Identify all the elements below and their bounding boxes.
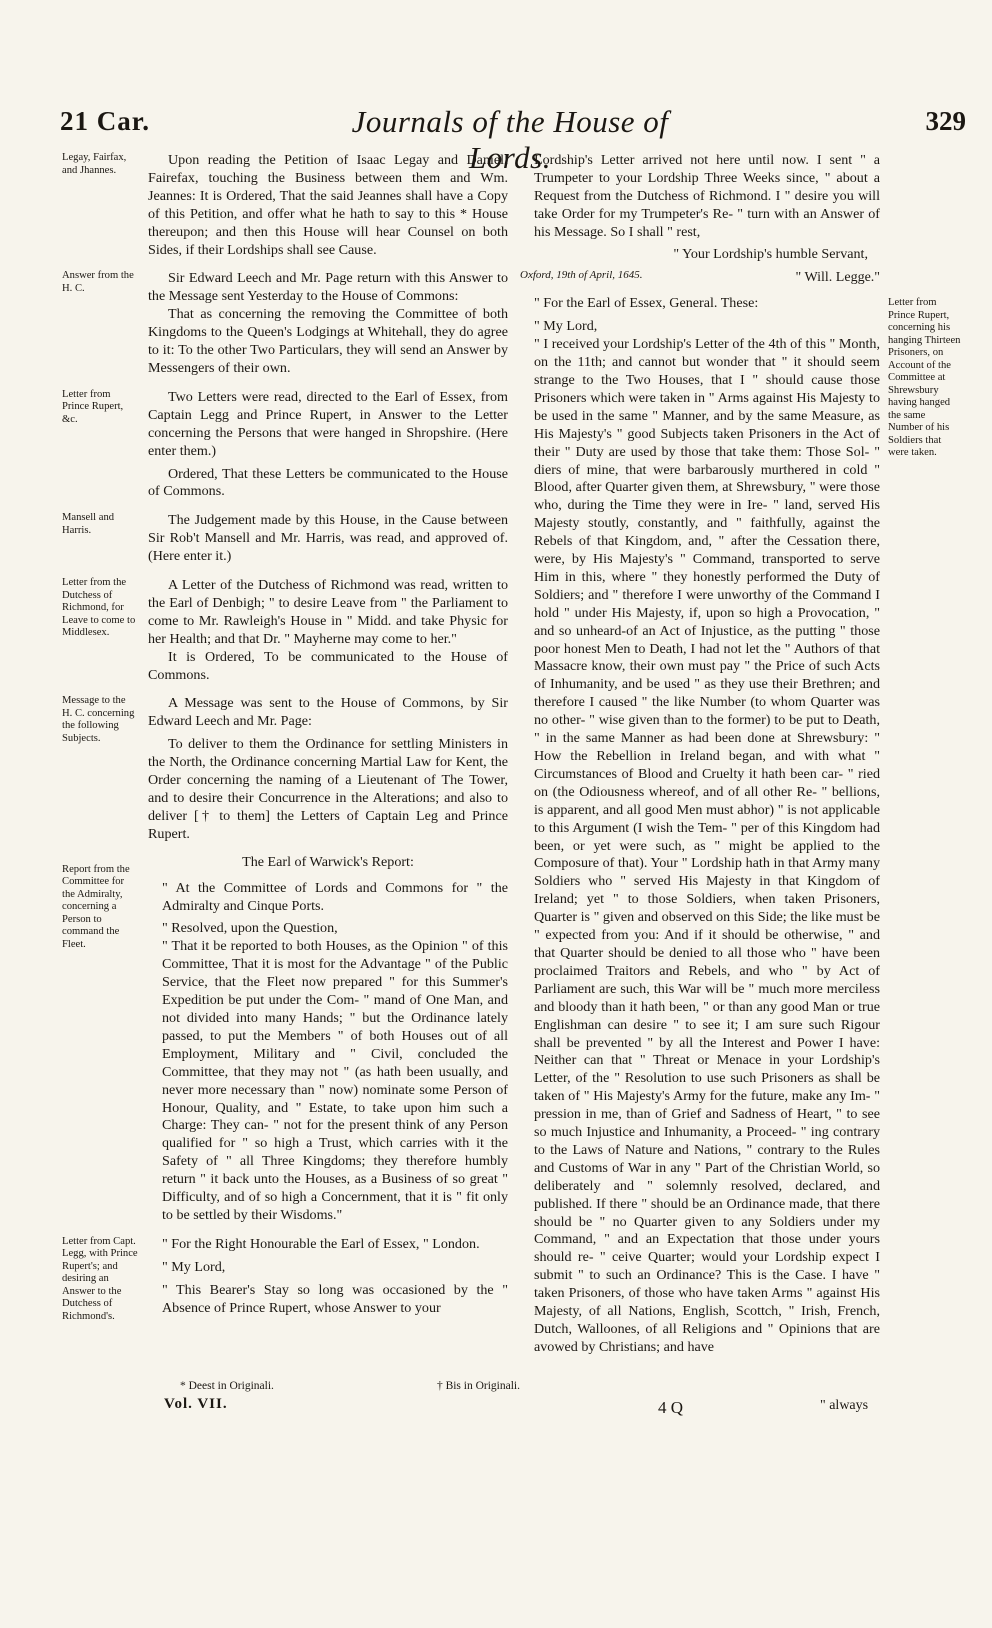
- entry-legay: [62, 152, 508, 259]
- letter-signature: " Will. Legge.": [795, 270, 880, 286]
- entry-answer-hc: [62, 270, 508, 377]
- entry-message-hc: [62, 695, 508, 843]
- page-number: 329: [925, 106, 966, 136]
- paragraph: A Message was sent to the House of Commons, by Sir Edward Leech and Mr. Page:: [148, 695, 508, 730]
- volume-mark: Vol. VII.: [164, 1396, 228, 1412]
- entry-dutchess-letter: [62, 577, 508, 684]
- letter-closing: " Your Lordship's humble Servant,: [673, 245, 868, 262]
- entry-legg-letter: [62, 1235, 508, 1322]
- paragraph: " At the Committee of Lords and Commons for " the Admiralty and Cinque Ports.: [162, 879, 508, 914]
- right-column: [520, 152, 961, 1357]
- letter-salutation: " My Lord,: [162, 1258, 226, 1275]
- paragraph: Two Letters were read, directed to the Earl of Essex, from Captain Legg and Prince Rupert, in Answer to the Letter concerning the Persons that were hanged in Shropshire. (Here enter them.): [148, 388, 508, 459]
- left-column: [62, 152, 508, 1322]
- entry-rupert-letter: [520, 295, 961, 1356]
- letter-date: Oxford, 19th of April, 1645.: [520, 269, 643, 282]
- margin-note: Letter from Prince Rupert, &c.: [62, 388, 124, 425]
- entry-letters-rupert: [62, 388, 508, 501]
- report-heading: The Earl of Warwick's Report:: [242, 853, 414, 870]
- margin-note: Letter from Prince Rupert, concerning his hanging Thirteen Prisoners, on Account of the Committee at Shrewsbury having hanged the same Number of his Soldiers that were taken.: [888, 297, 961, 459]
- margin-note: Legay, Fairfax, and Jhannes.: [62, 152, 127, 176]
- margin-note: Answer from the H. C.: [62, 270, 134, 294]
- paragraph: The Judgement made by this House, in the Cause between Sir Rob't Mansell and Mr. Harris, was read, and approved of. (Here enter it.): [148, 512, 508, 565]
- running-head-title: Journals of the House of Lords.: [351, 104, 669, 175]
- entry-mansell: [62, 512, 508, 566]
- paragraph: " That it be reported to both Houses, as the Opinion " of this Committee, That it is most for the Advantage " of the Public Service, that the Fleet now prepared " for this Summer's Expedition be put under the Com- " mand of One Man, and not divided into many Hands; " but the Ordinance lately passed, to put the Members " of both Houses out of all Employment, Military and " Civil, concluded the Committee, that they may not " (as hath been usually, and never more necessary than " now) nominate some Person of Honour, Quality, and " Estate, to take upon him such a Charge: They can- " not for the present think of any Person qualified for " so high a Trust, which carries with it the Safety of " all Three Kingdoms; they therefore humbly return " it back unto the Houses, as a Business of so great " Difficulty, and of so high a Concernment, that it is " fit only to be settled by their Wisdoms.": [162, 938, 508, 1223]
- catchword: " always: [820, 1398, 869, 1413]
- footnote: † Bis in Originali.: [436, 1380, 520, 1392]
- entry-warwick-report: [62, 853, 508, 1225]
- paragraph: A Letter of the Dutchess of Richmond was read, written to the Earl of Denbigh; " to desire Leave from " the Parliament to come to Mr. Rawleigh's House in " Midd. and take Physic for her Health; and that Dr. " Mayherne may come to her.": [148, 577, 508, 647]
- paragraph: Upon reading the Petition of Isaac Legay and Daniell Fairefax, touching the Business between them and Wm. Jeannes: It is Ordered, That the said Jeannes shall have a Copy of this Petition, and offer what he hath to say to this * House thereupon; and then this House will hear Counsel on both Sides, if their Lordships shall see Cause.: [148, 152, 508, 258]
- paragraph: That as concerning the removing the Committee of both Kingdoms to the Queen's Lodgings at Whitehall, they do agree to it: To the other Two Particulars, they will send an Answer by Messengers of their own.: [148, 306, 508, 376]
- letter-address: " For the Right Honourable the Earl of Essex, " London.: [162, 1235, 480, 1252]
- margin-note: Message to the H. C. concerning the following Subjects.: [62, 695, 135, 744]
- paragraph: " Resolved, upon the Question,: [162, 920, 338, 937]
- paragraph: " I received your Lordship's Letter of the 4th of this " Month, on the 11th; and cannot but wonder that " it should seem strange to the Two Houses, that I " should cause those Prisoners which were taken in " Arms against His Majesty to be used in the same " Manner, and by the same Measure, as His Majesty's " good Subjects taken Prisoners in the Act of their " Duty are used by those that take them: Those Sol- " diers of mine, that were barbarously murthered in cold " Blood, after Quarter given them, at Shrewsbury, " were those who, during the Time they were in Ire- " land, served His Majesty stoutly, constantly, and " faithfully, against the Rebels of that Kingdom, and, " after the Cessation there, were, by His Majesty's " Command, transported to serve Him in this, where " they honestly performed the Duty of Soldiers; and " therefore I were unworthy of the Command I hold " under His Majesty, if, upon so high a Provocation, " and so unheard-of an Act of Injustice, as the putting " those poor honest Men to Death, I had not let the " Authors of that Massacre know, their own must pay " the Price of such Acts of Inhumanity, and be used " as they use their Brethren; and therefore I caused " the like Number (to whom Quarter was no other- " wise given than to the former) to be put to Death, " in the same Manner as had been done at Shrewsbury: " How the Rebellion in Ireland began, and with what " Circumstances of Blood and Cruelty it hath been car- " ried on (the Odiousness whereof, and of all other Re- " bellions, is apparent, and all good Men must abhor) " is not applicable to this Argument (I wish the Tem- " per of this Kingdom had been, or yet were such, as " might be applied to the Composure of that). Your " Lordship hath in that Army many Soldiers who " served His Majesty in that Kingdom of Ireland; yet " to those Soldiers, when taken Prisoners, Quarter is " given and observed on this Side; the like must be " expected from you: And if it should be otherwise, " and that Quarter should be denied to all those who " have been proclaimed Traitors and Rebels, and who " by Act of Parliament are such, this War will be " much more merciless and bloody than it hath been, " or than any good Man or true Englishman can desire " to see it; I am sure such Rigour shall be prevented " by all the Interest and Power I have: Neither can that " Threat or Menace in your Lordship's Letter, of the " Resolution to use such Prisoners as shall be taken of " His Majesty's Army for the future, make any Im- " pression in me, than of Grief and Sadness of Heart, " to see so much Injustice and Inhumanity, a Proceed- " ing contrary to the Laws of Nature and Nations, " contrary to the Rules and Customs of War in any " Part of the Christian World, so deliberately and " solemnly resolved, declared, and published. If there " should be an Ordinance made, that there should be " no Quarter given to any Soldiers under my Command, " and an Expectation that those under yours should re- " ceive Quarter; would your Lordship expect I submit " to such an Ordinance? This is the Case. I have " taken Prisoners, of those who have taken Arms " against His Majesty, of all Nations, English, Scottch, " Irish, French, Dutch, Walloones, of all Religions and " Opinions that are avowed by Christians; and have: [534, 336, 880, 1355]
- margin-note: Mansell and Harris.: [62, 512, 115, 536]
- paragraph: " This Bearer's Stay so long was occasioned by the " Absence of Prince Rupert, whose Answer to your: [162, 1281, 508, 1316]
- footnotes: [180, 1380, 520, 1392]
- margin-note: Report from the Committee for the Admiralty, concerning a Person to command the Fleet.: [62, 863, 130, 950]
- paragraph: Sir Edward Leech and Mr. Page return with this Answer to the Message sent Yesterday to the House of Commons:: [148, 270, 508, 305]
- paragraph: Ordered, That these Letters be communicated to the House of Commons.: [148, 465, 508, 500]
- letter-salutation: " My Lord,: [534, 318, 598, 335]
- margin-note: Letter from Capt. Legg, with Prince Rupert's; and desiring an Answer to the Dutchess of Richmond's.: [62, 1235, 138, 1322]
- paragraph: Lordship's Letter arrived not here until now. I sent " a Trumpeter to your Lordship Three Weeks since, " about a Request from the Dutchess of Richmond. I " desire you will take Order for my Trumpeter's Re- " turn with an Answer of his Message. So I shall " rest,: [534, 152, 880, 240]
- margin-note: Letter from the Dutchess of Richmond, for Leave to come to Middlesex.: [62, 577, 136, 639]
- signature-mark: 4 Q: [658, 1398, 684, 1417]
- letter-address: " For the Earl of Essex, General. These:: [534, 295, 759, 312]
- paragraph: To deliver to them the Ordinance for settling Ministers in the North, the Ordinance concerning Martial Law for Kent, the Order concerning the naming of a Lieutenant of The Tower, and to desire their Concurrence in the Alterations; and also to deliver [† to them] the Letters of Captain Leg and Prince Rupert.: [148, 736, 508, 842]
- dateline: [520, 269, 880, 287]
- footnote: * Deest in Originali.: [180, 1380, 274, 1392]
- paragraph: It is Ordered, To be communicated to the House of Commons.: [148, 648, 508, 683]
- running-head-left: 21 Car.: [60, 106, 151, 136]
